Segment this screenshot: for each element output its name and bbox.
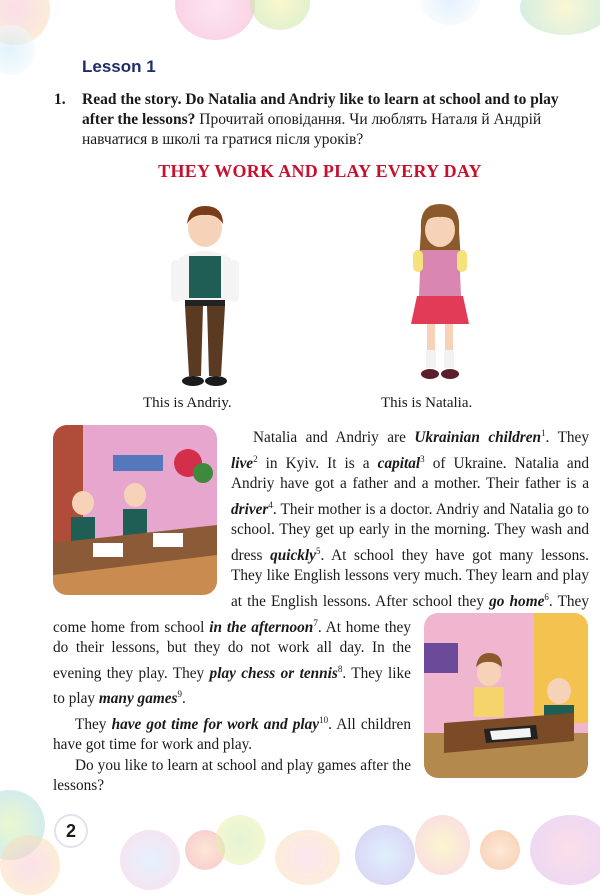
decor-circle [215, 815, 265, 865]
footnote-mark: 6 [544, 591, 549, 602]
decor-circle [480, 830, 520, 870]
story-text-run: . They like to play [53, 664, 411, 708]
footnote-mark: 9 [177, 689, 182, 700]
footnote-mark: 10 [319, 714, 329, 725]
emphasized-phrase: capital [377, 454, 421, 472]
task-number: 1. [54, 91, 66, 108]
decor-circle [520, 0, 600, 35]
footnote-mark: 8 [337, 663, 343, 674]
story-text-run: of Ukraine. Natalia and Andriy have got a father and a mother. Their father is a [231, 454, 590, 493]
story-text-run: They [75, 715, 112, 733]
story-title: THEY WORK AND PLAY EVERY DAY [158, 161, 482, 181]
story-text-run: . Their mother is a doctor. Andriy and Natalia go to school. They get up early in the morning. They wash and dress [231, 500, 589, 564]
decor-circle [120, 830, 180, 890]
natalia-illustration [405, 200, 475, 390]
andriy-illustration [165, 200, 245, 390]
decor-circle [175, 0, 255, 40]
footnote-mark: 7 [313, 617, 318, 628]
emphasized-phrase: driver [231, 500, 269, 518]
caption-andriy: This is Andriy. [143, 395, 232, 411]
decor-circle [355, 825, 415, 885]
task-english: Read the story. Do Natalia and Andriy like to learn at school and to play after the lessons? [82, 91, 559, 128]
story-text-run: . They come home from school [53, 592, 589, 636]
emphasized-phrase: many games [98, 690, 178, 708]
footnote-mark: 4 [268, 499, 273, 510]
story-text-run: . [182, 690, 186, 708]
emphasized-phrase: go home [489, 592, 545, 610]
footnote-mark: 2 [253, 453, 258, 464]
story-text-run: . At school they have got many lessons. They like English lessons very much. They learn and play at the English lessons. After school they [231, 546, 590, 610]
story-text [53, 423, 589, 797]
page-number: 2 [54, 814, 88, 848]
emphasized-phrase: live [231, 454, 254, 472]
story-text-run: . They [545, 429, 589, 447]
emphasized-phrase: Ukrainian children [414, 429, 542, 447]
task-ukrainian: Прочитай оповідання. Чи люблять Наталя й Андрій навчатися в школі та гратися після уроків? [82, 111, 542, 148]
story-paragraph-3: Do you like to learn at school and play games after the lessons? [53, 756, 411, 795]
caption-natalia: This is Natalia. [381, 395, 473, 411]
story-text-run: . At home they do their lessons, but they do not work all day. In the evening they play. They [53, 618, 411, 682]
footnote-mark: 3 [420, 453, 425, 464]
emphasized-phrase: play chess or tennis [209, 664, 338, 682]
lesson-heading: Lesson 1 [82, 57, 156, 76]
story-text-run: . All children have got time for work and play. [53, 715, 411, 754]
emphasized-phrase: quickly [270, 546, 316, 564]
story-text-run: Natalia and Andriy are [253, 429, 415, 447]
decor-circle [250, 0, 310, 30]
task-instruction [54, 90, 594, 150]
footnote-mark: 5 [315, 545, 321, 556]
decor-circle [275, 830, 340, 885]
emphasized-phrase: have got time for work and play [111, 715, 320, 733]
decor-circle [420, 0, 480, 25]
footnote-mark: 1 [541, 428, 546, 438]
decor-circle [0, 835, 60, 895]
decor-circle [415, 815, 470, 875]
story-text-run: in Kyiv. It is a [257, 454, 378, 472]
emphasized-phrase: in the afternoon [209, 618, 314, 636]
